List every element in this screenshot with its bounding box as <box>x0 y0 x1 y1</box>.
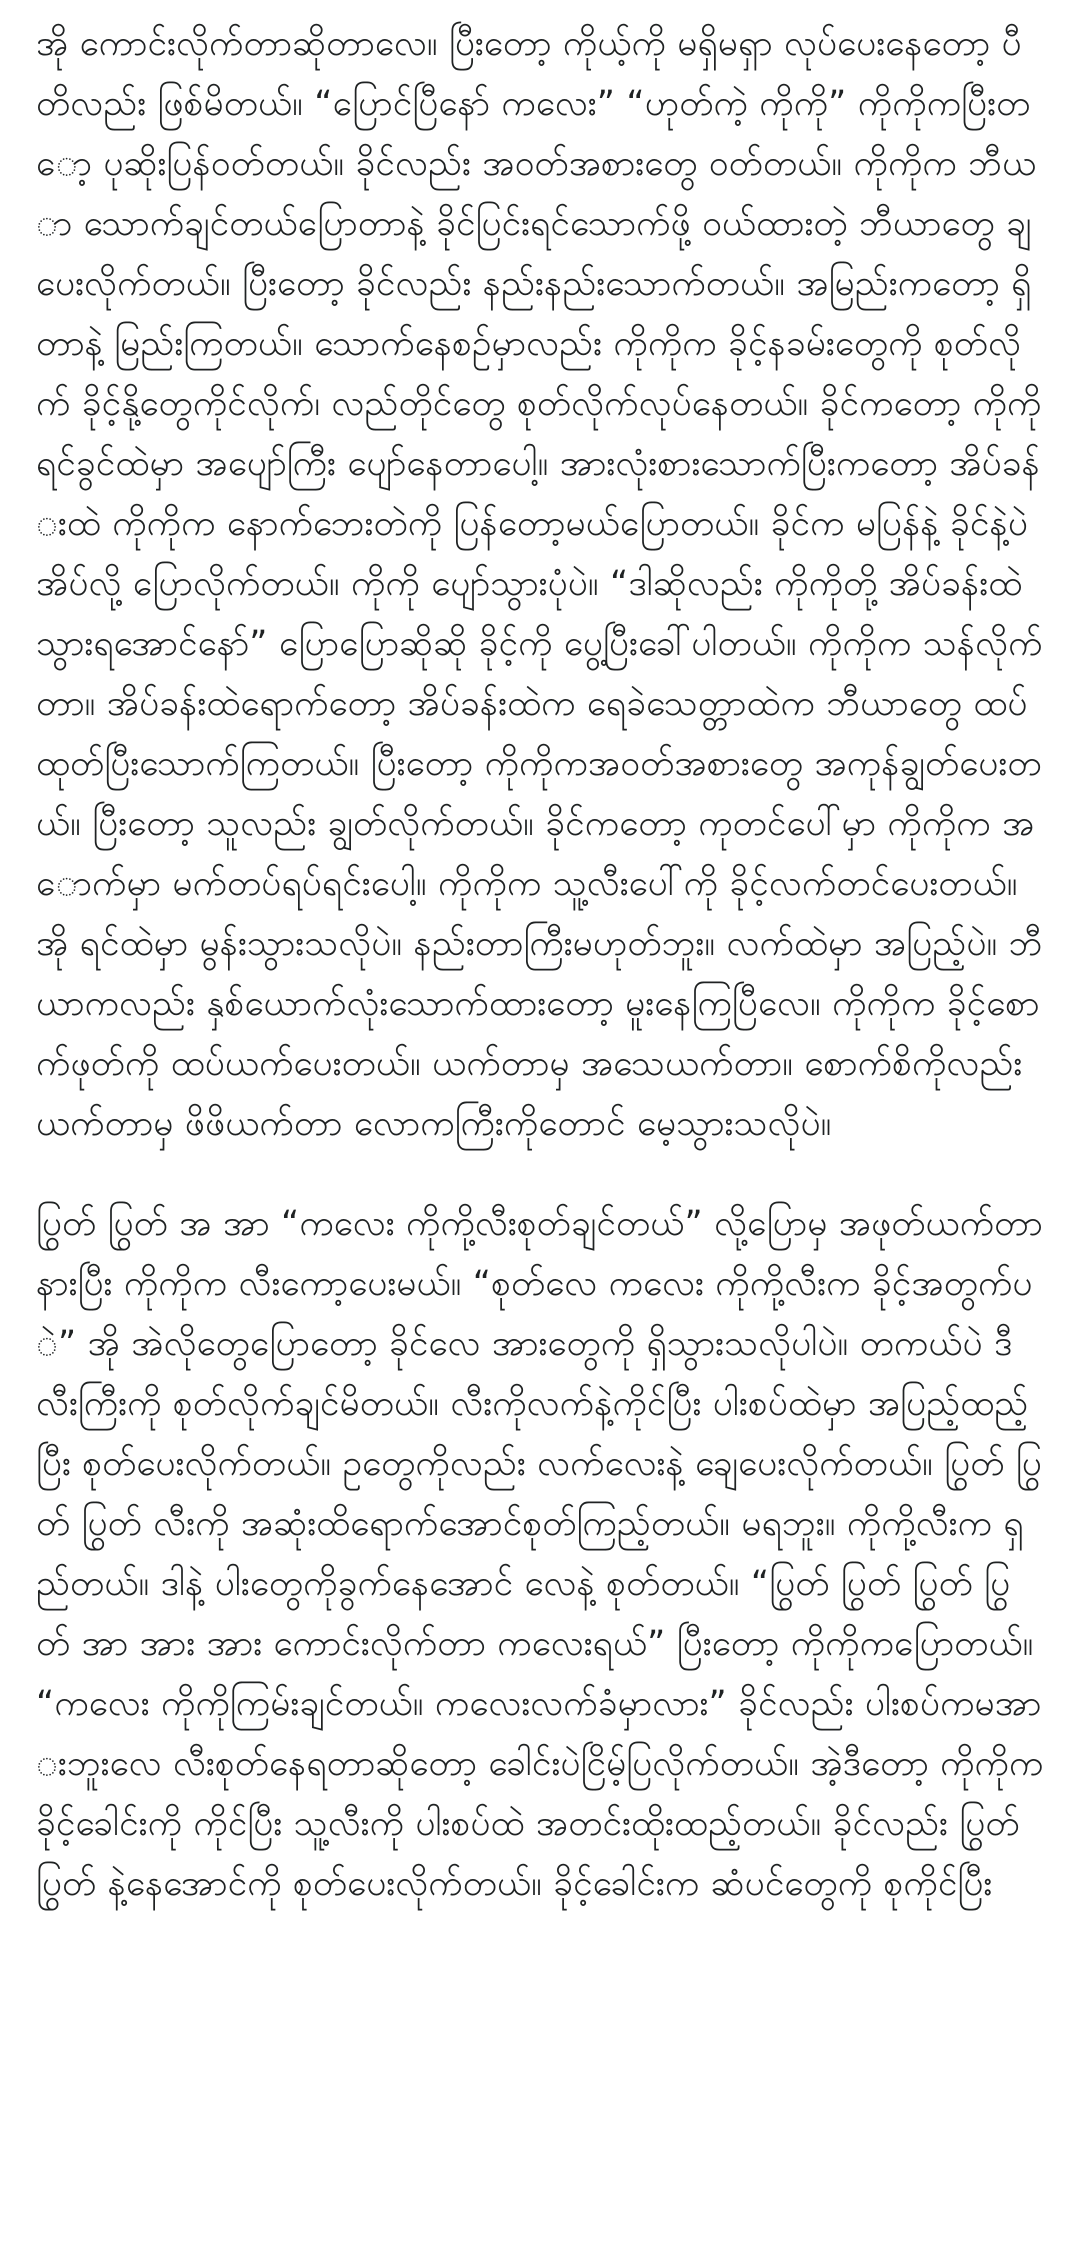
article-paragraph-2: ပြွတ် ပြွတ် အ အာ “ကလေး ကိုကို့လီးစုတ်ချင်တယ်” လို့ပြောမှ အဖုတ်ယက်တာနားပြီး ကိုကိုက လီးကော့ပေးမယ်။ “စုတ်လေ ကလေး ကိုကို့လီးက ခိုင့်အတွက်ပဲ” အို အဲလိုတွေပြောတော့ ခိုင်လေ အားတွေကို ရှိသွားသလိုပါပဲ။ တကယ်ပဲ ဒီလီးကြီးကို စုတ်လိုက်ချင်မိတယ်။ လီးကိုလက်နဲ့ကိုင်ပြီး ပါးစပ်ထဲမှာ အပြည့်ထည့်ပြီး စုတ်ပေးလိုက်တယ်။ ဥတွေကိုလည်း လက်လေးနဲ့ ချေပေးလိုက်တယ်။ ပြွတ် ပြွတ် ပြွတ် လီးကို အဆုံးထိရောက်အောင်စုတ်ကြည့်တယ်။ မရဘူး။ ကိုကို့လီးက ရှည်တယ်။ ဒါနဲ့ ပါးတွေကိုခွက်နေအောင် လေနဲ့ စုတ်တယ်။ “ပြွတ် ပြွတ် ပြွတ် ပြွတ် အာ အား အား ကောင်းလိုက်တာ ကလေးရယ်” ပြီးတော့ ကိုကိုကပြောတယ်။ “ကလေး ကိုကိုကြမ်းချင်တယ်။ ကလေးလက်ခံမှာလား” ခိုင်လည်း ပါးစပ်ကမအားဘူးလေ လီးစုတ်နေရတာဆိုတော့ ခေါင်းပဲငြိမ့်ပြလိုက်တယ်။ အဲ့ဒီတော့ ကိုကိုက ခိုင့်ခေါင်းကို ကိုင်ပြီး သူ့လီးကို ပါးစပ်ထဲ အတင်းထိုးထည့်တယ်။ ခိုင်လည်း ပြွတ် ပြွတ် နဲ့နေအောင်ကို စုတ်ပေးလိုက်တယ်။ ခိုင့်ခေါင်းက ဆံပင်တွေကို စုကိုင်ပြီး <box>36 1204 1044 1904</box>
article-paragraph-1: အို ကောင်းလိုက်တာဆိုတာလေ။ ပြီးတော့ ကိုယ့်ကို မရှိမရှာ လုပ်ပေးနေတော့ ပီတိလည်း ဖြစ်မိတယ်။ “ပြောင်ပြီနော် ကလေး” “ဟုတ်ကဲ့ ကိုကို” ကိုကိုကပြီးတော့ ပုဆိုးပြန်ဝတ်တယ်။ ခိုင်လည်း အဝတ်အစားတွေ ဝတ်တယ်။ ကိုကိုက ဘီယာ သောက်ချင်တယ်ပြောတာနဲ့ ခိုင်ပြင်းရင်သောက်ဖို့ ဝယ်ထားတဲ့ ဘီယာတွေ ချပေးလိုက်တယ်။ ပြီးတော့ ခိုင်လည်း နည်းနည်းသောက်တယ်။ အမြည်းကတော့ ရှိတာနဲ့ မြည်းကြတယ်။ သောက်နေစဉ်မှာလည်း ကိုကိုက ခိုင့်နခမ်းတွေကို စုတ်လိုက် ခိုင့်နို့တွေကိုင်လိုက်၊ လည်တိုင်တွေ စုတ်လိုက်လုပ်နေတယ်။ ခိုင်ကတော့ ကိုကိုရင်ခွင်ထဲမှာ အပျော်ကြီး ပျော်နေတာပေါ့။ အားလုံးစားသောက်ပြီးကတော့ အိပ်ခန်းထဲ ကိုကိုက နောက်ဘေးတဲကို ပြန်တော့မယ်ပြောတယ်။ ခိုင်က မပြန်နဲ့ ခိုင်နဲ့ပဲ အိပ်လို့ ပြောလိုက်တယ်။ ကိုကို ပျော်သွားပုံပဲ။ “ဒါဆိုလည်း ကိုကိုတို့ အိပ်ခန်းထဲသွားရအောင်နော်” ပြောပြောဆိုဆို ခိုင့်ကို ပွေ့ပြီးခေါ်ပါတယ်။ ကိုကိုက သန်လိုက်တာ။ အိပ်ခန်းထဲရောက်တော့ အိပ်ခန်းထဲက ရေခဲသေတ္တာထဲက ဘီယာတွေ ထပ်ထုတ်ပြီးသောက်ကြတယ်။ ပြီးတော့ ကိုကိုကအဝတ်အစားတွေ အကုန်ချွတ်ပေးတယ်။ ပြီးတော့ သူလည်း ချွတ်လိုက်တယ်။ ခိုင်ကတော့ ကုတင်ပေါ်မှာ ကိုကိုက အောက်မှာ မက်တပ်ရပ်ရင်းပေါ့။ ကိုကိုက သူ့လီးပေါ်ကို ခိုင့်လက်တင်ပေးတယ်။ အို ရင်ထဲမှာ မွန်းသွားသလိုပဲ။ နည်းတာကြီးမဟုတ်ဘူး။ လက်ထဲမှာ အပြည့်ပဲ။ ဘီယာကလည်း နှစ်ယောက်လုံးသောက်ထားတော့ မူးနေကြပြီလေ။ ကိုကိုက ခိုင့်စောက်ဖုတ်ကို ထပ်ယက်ပေးတယ်။ ယက်တာမှ အသေယက်တာ။ စောက်စိကိုလည်း ယက်တာမှ ဖိဖိယက်တာ လောကကြီးကိုတောင် မေ့သွားသလိုပဲ။ <box>36 24 1043 1144</box>
